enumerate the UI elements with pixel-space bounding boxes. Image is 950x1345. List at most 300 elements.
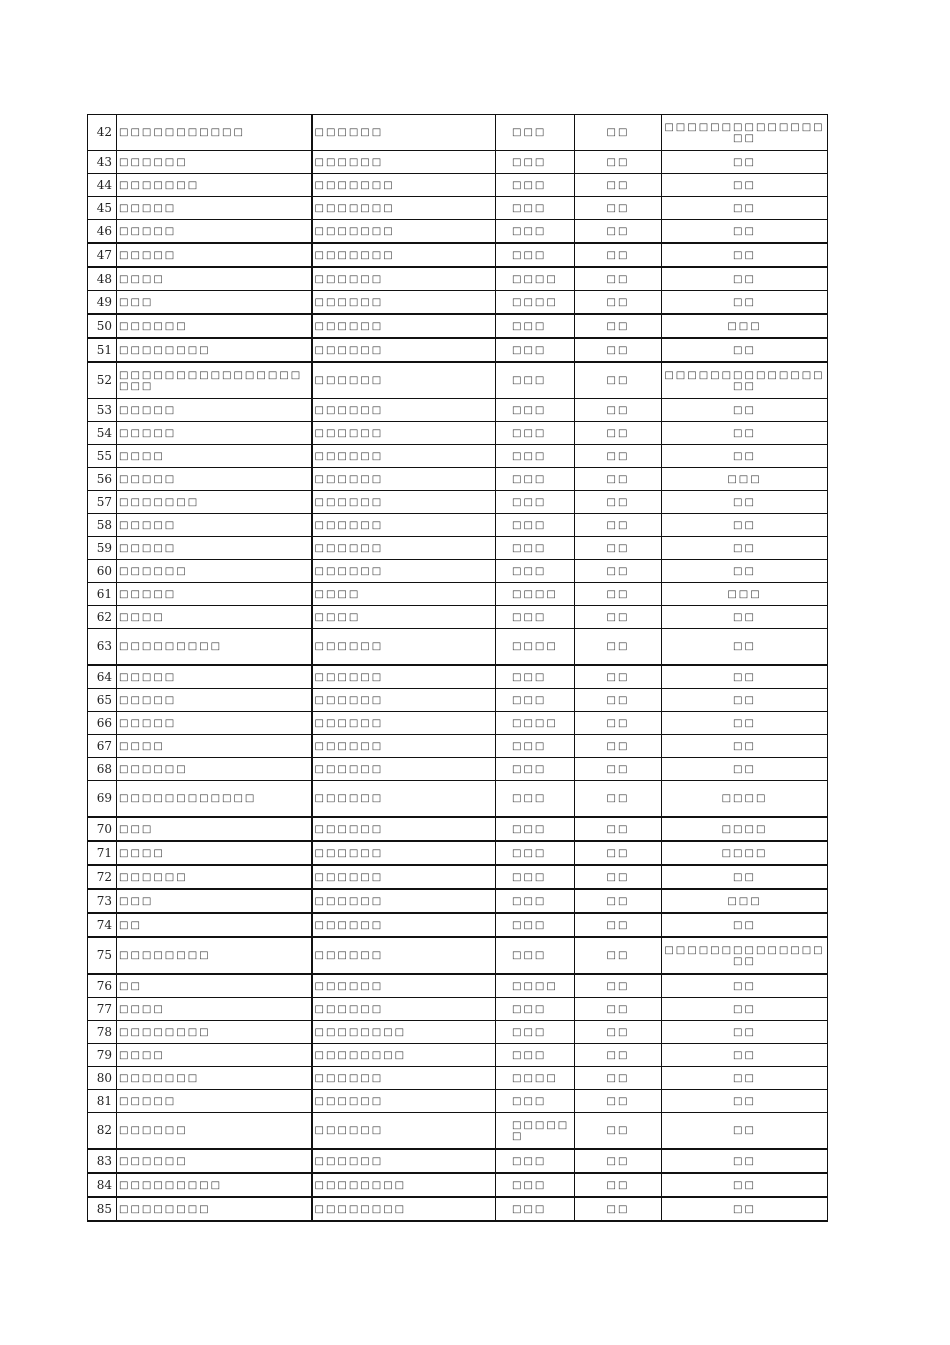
quantity-cell bbox=[575, 1197, 662, 1221]
row-number bbox=[88, 841, 117, 865]
spec-cell bbox=[312, 865, 496, 889]
item-name-cell bbox=[117, 445, 312, 468]
item-name-cell bbox=[117, 974, 312, 998]
remark-cell bbox=[662, 758, 828, 781]
remark-cell bbox=[662, 1090, 828, 1113]
spec-cell bbox=[312, 998, 496, 1021]
item-name-cell-text: □□□□□□□□ bbox=[119, 1203, 211, 1215]
remark-cell-text: □□ bbox=[733, 179, 756, 191]
row-number bbox=[88, 560, 117, 583]
spec-cell bbox=[312, 151, 496, 174]
spec-cell-text: □□□□□□ bbox=[314, 473, 384, 485]
item-name-cell bbox=[117, 841, 312, 865]
table-row bbox=[88, 267, 828, 291]
row-number-text: 78 bbox=[96, 1024, 112, 1039]
spec-cell bbox=[312, 817, 496, 841]
item-name-cell bbox=[117, 1090, 312, 1113]
table-row bbox=[88, 937, 828, 974]
spec-cell-text: □□□□□□ bbox=[314, 763, 384, 775]
remark-cell-text: □□□ bbox=[727, 320, 762, 332]
quantity-cell bbox=[575, 243, 662, 267]
unit-cell bbox=[496, 583, 575, 606]
unit-cell-text: □□□□ bbox=[512, 296, 558, 308]
spec-cell-text: □□□□□□□□ bbox=[314, 1203, 407, 1215]
quantity-cell bbox=[575, 583, 662, 606]
row-number bbox=[88, 291, 117, 315]
item-name-cell bbox=[117, 1021, 312, 1044]
row-number bbox=[88, 1067, 117, 1090]
row-number bbox=[88, 998, 117, 1021]
remark-cell-text: □□□ bbox=[727, 588, 762, 600]
item-name-cell bbox=[117, 537, 312, 560]
remark-cell-text: □□ bbox=[733, 225, 756, 237]
item-name-cell bbox=[117, 422, 312, 445]
spec-cell bbox=[312, 665, 496, 689]
quantity-cell-text: □□ bbox=[606, 496, 630, 508]
spec-cell bbox=[312, 338, 496, 362]
unit-cell-text: □□□ bbox=[512, 344, 547, 356]
unit-cell-text: □□□ bbox=[512, 249, 547, 261]
row-number-text: 72 bbox=[96, 869, 112, 884]
row-number-text: 59 bbox=[96, 540, 112, 555]
remark-cell-text: □□ bbox=[733, 427, 756, 439]
table-row bbox=[88, 1149, 828, 1173]
remark-cell-text: □□ bbox=[733, 980, 756, 992]
quantity-cell-text: □□ bbox=[606, 871, 630, 883]
quantity-cell bbox=[575, 445, 662, 468]
spec-cell bbox=[312, 468, 496, 491]
spec-cell-text: □□□□□□ bbox=[314, 296, 384, 308]
spec-cell bbox=[312, 399, 496, 422]
remark-cell bbox=[662, 115, 828, 151]
item-name-cell bbox=[117, 560, 312, 583]
remark-cell bbox=[662, 174, 828, 197]
quantity-cell bbox=[575, 197, 662, 220]
row-number bbox=[88, 115, 117, 151]
spec-cell bbox=[312, 937, 496, 974]
unit-cell-text: □□□ bbox=[512, 519, 547, 531]
unit-cell bbox=[496, 1113, 575, 1150]
row-number-text: 70 bbox=[96, 821, 112, 836]
quantity-cell bbox=[575, 115, 662, 151]
remark-cell-text: □□ bbox=[733, 344, 756, 356]
remark-cell-text: □□ bbox=[733, 1125, 756, 1136]
table-row bbox=[88, 1173, 828, 1197]
remark-cell-text: □□ bbox=[733, 763, 756, 775]
spec-cell bbox=[312, 1021, 496, 1044]
spec-cell-text: □□□□□□ bbox=[314, 740, 384, 752]
spec-cell bbox=[312, 1044, 496, 1067]
table-row bbox=[88, 665, 828, 689]
row-number bbox=[88, 314, 117, 338]
item-name-cell-text: □□□□□□ bbox=[119, 156, 188, 168]
spec-cell bbox=[312, 889, 496, 913]
item-name-cell bbox=[117, 115, 312, 151]
quantity-cell-text: □□ bbox=[606, 980, 630, 992]
table-row bbox=[88, 115, 828, 151]
row-number bbox=[88, 445, 117, 468]
unit-cell bbox=[496, 1021, 575, 1044]
row-number bbox=[88, 338, 117, 362]
item-name-cell-text: □□□□□ bbox=[119, 473, 177, 485]
spec-cell bbox=[312, 422, 496, 445]
spec-cell bbox=[312, 537, 496, 560]
spec-cell bbox=[312, 583, 496, 606]
quantity-cell-text: □□ bbox=[606, 1095, 630, 1107]
item-name-cell-text: □□ bbox=[119, 919, 142, 931]
table-row bbox=[88, 491, 828, 514]
spec-cell-text: □□□□□□ bbox=[314, 450, 384, 462]
remark-cell bbox=[662, 1113, 828, 1150]
spec-cell-text: □□□□□□ bbox=[314, 273, 384, 285]
spec-cell bbox=[312, 689, 496, 712]
remark-cell-text: □□□□ bbox=[721, 793, 768, 804]
quantity-cell-text: □□ bbox=[606, 919, 630, 931]
quantity-cell-text: □□ bbox=[606, 375, 630, 386]
table-row bbox=[88, 1197, 828, 1221]
remark-cell-text: □□ bbox=[733, 1203, 756, 1215]
item-name-cell-text: □□□□ bbox=[119, 847, 165, 859]
item-name-cell-text: □□□□□ bbox=[119, 249, 177, 261]
unit-cell-text: □□□ bbox=[512, 404, 547, 416]
spec-cell-text: □□□□□□ bbox=[314, 641, 384, 652]
remark-cell bbox=[662, 362, 828, 399]
unit-cell bbox=[496, 937, 575, 974]
quantity-cell bbox=[575, 1044, 662, 1067]
item-name-cell bbox=[117, 491, 312, 514]
row-number bbox=[88, 781, 117, 818]
table-row bbox=[88, 889, 828, 913]
row-number-text: 83 bbox=[96, 1153, 112, 1168]
item-name-cell bbox=[117, 514, 312, 537]
quantity-cell bbox=[575, 1173, 662, 1197]
row-number-text: 44 bbox=[96, 177, 112, 192]
table-row bbox=[88, 338, 828, 362]
row-number bbox=[88, 1197, 117, 1221]
table-row bbox=[88, 629, 828, 666]
spec-cell bbox=[312, 1197, 496, 1221]
spec-cell bbox=[312, 781, 496, 818]
item-name-cell bbox=[117, 583, 312, 606]
remark-cell-text: □□ bbox=[733, 641, 756, 652]
item-name-cell-text: □□□□□□□□ bbox=[119, 344, 211, 356]
quantity-cell bbox=[575, 1149, 662, 1173]
spec-cell bbox=[312, 974, 496, 998]
table-row bbox=[88, 841, 828, 865]
remark-cell bbox=[662, 913, 828, 937]
row-number-text: 77 bbox=[96, 1001, 112, 1016]
row-number bbox=[88, 913, 117, 937]
unit-cell-text: □□□□□□ bbox=[512, 1119, 570, 1142]
remark-cell bbox=[662, 422, 828, 445]
item-name-cell-text: □□□□□□□□□□□□□□□□□□□ bbox=[119, 369, 303, 392]
table-row bbox=[88, 174, 828, 197]
unit-cell bbox=[496, 817, 575, 841]
quantity-cell-text: □□ bbox=[606, 895, 630, 907]
remark-cell-text: □□ bbox=[733, 717, 756, 729]
unit-cell-text: □□□ bbox=[512, 950, 547, 961]
spec-cell bbox=[312, 1149, 496, 1173]
unit-cell-text: □□□ bbox=[512, 823, 547, 835]
row-number-text: 61 bbox=[96, 586, 112, 601]
remark-cell-text: □□ bbox=[733, 694, 756, 706]
item-name-cell-text: □□□□□□ bbox=[119, 871, 188, 883]
remark-cell bbox=[662, 151, 828, 174]
table-row bbox=[88, 1113, 828, 1150]
unit-cell bbox=[496, 314, 575, 338]
row-number-text: 81 bbox=[96, 1093, 112, 1108]
table-row bbox=[88, 560, 828, 583]
quantity-cell bbox=[575, 399, 662, 422]
item-name-cell-text: □□□□ bbox=[119, 273, 165, 285]
remark-cell-text: □□ bbox=[733, 156, 756, 168]
quantity-cell-text: □□ bbox=[606, 694, 630, 706]
spec-cell bbox=[312, 267, 496, 291]
item-name-cell-text: □□□ bbox=[119, 296, 154, 308]
item-name-cell bbox=[117, 758, 312, 781]
remark-cell-text: □□ bbox=[733, 919, 756, 931]
table-row bbox=[88, 151, 828, 174]
spec-cell-text: □□□□□□ bbox=[314, 671, 384, 683]
item-name-cell-text: □□□□□ bbox=[119, 427, 177, 439]
row-number bbox=[88, 1113, 117, 1150]
remark-cell bbox=[662, 1044, 828, 1067]
remark-cell bbox=[662, 491, 828, 514]
quantity-cell-text: □□ bbox=[606, 565, 630, 577]
table-row bbox=[88, 865, 828, 889]
item-name-cell bbox=[117, 1067, 312, 1090]
item-name-cell bbox=[117, 629, 312, 666]
quantity-cell-text: □□ bbox=[606, 671, 630, 683]
unit-cell-text: □□□ bbox=[512, 496, 547, 508]
quantity-cell-text: □□ bbox=[606, 1049, 630, 1061]
item-name-cell bbox=[117, 606, 312, 629]
table-body bbox=[88, 115, 828, 1222]
quantity-cell-text: □□ bbox=[606, 225, 630, 237]
row-number-text: 46 bbox=[96, 223, 112, 238]
spec-cell-text: □□□□□□ bbox=[314, 823, 384, 835]
row-number bbox=[88, 606, 117, 629]
remark-cell bbox=[662, 338, 828, 362]
row-number-text: 60 bbox=[96, 563, 112, 578]
item-name-cell-text: □□□□□□□□□□□□ bbox=[119, 793, 257, 804]
item-name-cell bbox=[117, 913, 312, 937]
item-name-cell-text: □□□□□□□ bbox=[119, 179, 200, 191]
quantity-cell-text: □□ bbox=[606, 950, 630, 961]
item-name-cell-text: □□□ bbox=[119, 895, 154, 907]
spec-cell-text: □□□□□□ bbox=[314, 871, 384, 883]
quantity-cell-text: □□ bbox=[606, 823, 630, 835]
unit-cell-text: □□□ bbox=[512, 1095, 547, 1107]
item-name-cell-text: □□□□□ bbox=[119, 694, 177, 706]
spec-cell-text: □□□□□□ bbox=[314, 1125, 384, 1136]
quantity-cell bbox=[575, 560, 662, 583]
quantity-cell-text: □□ bbox=[606, 450, 630, 462]
row-number bbox=[88, 974, 117, 998]
row-number bbox=[88, 1021, 117, 1044]
unit-cell-text: □□□ bbox=[512, 202, 547, 214]
spec-cell bbox=[312, 1090, 496, 1113]
item-name-cell-text: □□□□□□□□□□□ bbox=[119, 127, 245, 138]
item-name-cell-text: □□□□ bbox=[119, 740, 165, 752]
spec-cell-text: □□□□□□ bbox=[314, 847, 384, 859]
quantity-cell bbox=[575, 537, 662, 560]
remark-cell bbox=[662, 865, 828, 889]
spec-cell-text: □□□□□□ bbox=[314, 127, 384, 138]
spec-cell-text: □□□□□□ bbox=[314, 694, 384, 706]
table-row bbox=[88, 913, 828, 937]
table-row bbox=[88, 399, 828, 422]
unit-cell bbox=[496, 399, 575, 422]
quantity-cell bbox=[575, 689, 662, 712]
unit-cell bbox=[496, 781, 575, 818]
quantity-cell bbox=[575, 629, 662, 666]
unit-cell bbox=[496, 1067, 575, 1090]
spec-cell-text: □□□□□□ bbox=[314, 320, 384, 332]
item-name-cell-text: □□□□□□ bbox=[119, 565, 188, 577]
row-number bbox=[88, 243, 117, 267]
item-name-cell bbox=[117, 314, 312, 338]
remark-cell-text: □□□ bbox=[727, 473, 762, 485]
remark-cell bbox=[662, 291, 828, 315]
spec-cell bbox=[312, 197, 496, 220]
spec-cell bbox=[312, 758, 496, 781]
spec-cell bbox=[312, 712, 496, 735]
unit-cell bbox=[496, 913, 575, 937]
unit-cell-text: □□□ bbox=[512, 1003, 547, 1015]
row-number-text: 64 bbox=[96, 669, 112, 684]
row-number bbox=[88, 151, 117, 174]
quantity-cell bbox=[575, 606, 662, 629]
item-name-cell-text: □□ bbox=[119, 980, 142, 992]
unit-cell-text: □□□ bbox=[512, 611, 547, 623]
row-number-text: 47 bbox=[96, 247, 112, 262]
table-row bbox=[88, 243, 828, 267]
unit-cell-text: □□□ bbox=[512, 919, 547, 931]
item-name-cell bbox=[117, 243, 312, 267]
item-name-cell bbox=[117, 712, 312, 735]
remark-cell-text: □□ bbox=[733, 450, 756, 462]
unit-cell bbox=[496, 606, 575, 629]
remark-cell bbox=[662, 998, 828, 1021]
remark-cell-text: □□ bbox=[733, 871, 756, 883]
row-number-text: 55 bbox=[96, 448, 112, 463]
remark-cell-text: □□ bbox=[733, 611, 756, 623]
spec-cell-text: □□□□□□ bbox=[314, 404, 384, 416]
spec-cell bbox=[312, 115, 496, 151]
spec-cell-text: □□□□□□□ bbox=[314, 225, 395, 237]
quantity-cell-text: □□ bbox=[606, 588, 630, 600]
spec-cell-text: □□□□□□ bbox=[314, 717, 384, 729]
unit-cell-text: □□□ bbox=[512, 127, 547, 138]
remark-cell-text: □□ bbox=[733, 565, 756, 577]
quantity-cell bbox=[575, 468, 662, 491]
unit-cell bbox=[496, 735, 575, 758]
spec-cell-text: □□□□□□□ bbox=[314, 202, 395, 214]
remark-cell-text: □□ bbox=[733, 249, 756, 261]
quantity-cell-text: □□ bbox=[606, 1203, 630, 1215]
quantity-cell-text: □□ bbox=[606, 127, 630, 138]
unit-cell bbox=[496, 1090, 575, 1113]
spec-cell-text: □□□□□□ bbox=[314, 950, 384, 961]
item-name-cell-text: □□□□□□□□ bbox=[119, 950, 211, 961]
remark-cell-text: □□□□ bbox=[721, 847, 768, 859]
row-number bbox=[88, 197, 117, 220]
remark-cell-text: □□□□□□□□□□□□□□□□ bbox=[664, 369, 825, 392]
spec-cell bbox=[312, 606, 496, 629]
item-name-cell bbox=[117, 689, 312, 712]
remark-cell bbox=[662, 267, 828, 291]
item-name-cell-text: □□□□ bbox=[119, 1003, 165, 1015]
item-name-cell bbox=[117, 468, 312, 491]
unit-cell bbox=[496, 243, 575, 267]
spec-cell-text: □□□□□□□□ bbox=[314, 1049, 407, 1061]
row-number-text: 51 bbox=[96, 342, 112, 357]
remark-cell-text: □□ bbox=[733, 1072, 756, 1084]
row-number-text: 45 bbox=[96, 200, 112, 215]
remark-cell bbox=[662, 629, 828, 666]
row-number bbox=[88, 537, 117, 560]
unit-cell-text: □□□ bbox=[512, 565, 547, 577]
quantity-cell-text: □□ bbox=[606, 1179, 630, 1191]
remark-cell bbox=[662, 197, 828, 220]
remark-cell-text: □□□ bbox=[727, 895, 762, 907]
remark-cell-text: □□ bbox=[733, 1003, 756, 1015]
row-number-text: 54 bbox=[96, 425, 112, 440]
item-name-cell-text: □□□□□ bbox=[119, 225, 177, 237]
row-number bbox=[88, 665, 117, 689]
unit-cell-text: □□□□ bbox=[512, 980, 558, 992]
row-number-text: 57 bbox=[96, 494, 112, 509]
spec-cell bbox=[312, 1173, 496, 1197]
item-name-cell bbox=[117, 220, 312, 244]
row-number-text: 80 bbox=[96, 1070, 112, 1085]
quantity-cell bbox=[575, 514, 662, 537]
spec-cell bbox=[312, 362, 496, 399]
unit-cell bbox=[496, 689, 575, 712]
spec-cell bbox=[312, 1067, 496, 1090]
quantity-cell bbox=[575, 220, 662, 244]
quantity-cell-text: □□ bbox=[606, 296, 630, 308]
item-name-cell bbox=[117, 1113, 312, 1150]
remark-cell bbox=[662, 220, 828, 244]
quantity-cell-text: □□ bbox=[606, 641, 630, 652]
quantity-cell bbox=[575, 758, 662, 781]
quantity-cell-text: □□ bbox=[606, 273, 630, 285]
unit-cell bbox=[496, 998, 575, 1021]
spec-cell bbox=[312, 491, 496, 514]
spec-cell-text: □□□□□□ bbox=[314, 1095, 384, 1107]
quantity-cell-text: □□ bbox=[606, 156, 630, 168]
table-row bbox=[88, 1067, 828, 1090]
unit-cell-text: □□□ bbox=[512, 793, 547, 804]
quantity-cell bbox=[575, 841, 662, 865]
unit-cell-text: □□□ bbox=[512, 763, 547, 775]
table-row bbox=[88, 197, 828, 220]
quantity-cell bbox=[575, 781, 662, 818]
row-number-text: 71 bbox=[96, 845, 112, 860]
table-row bbox=[88, 998, 828, 1021]
item-name-cell-text: □□□□□ bbox=[119, 1095, 177, 1107]
quantity-cell-text: □□ bbox=[606, 519, 630, 531]
remark-cell bbox=[662, 399, 828, 422]
quantity-cell bbox=[575, 174, 662, 197]
item-name-cell-text: □□□□□□□□□ bbox=[119, 1179, 223, 1191]
item-name-cell-text: □□□□□ bbox=[119, 588, 177, 600]
row-number bbox=[88, 817, 117, 841]
quantity-cell bbox=[575, 889, 662, 913]
table-row bbox=[88, 422, 828, 445]
